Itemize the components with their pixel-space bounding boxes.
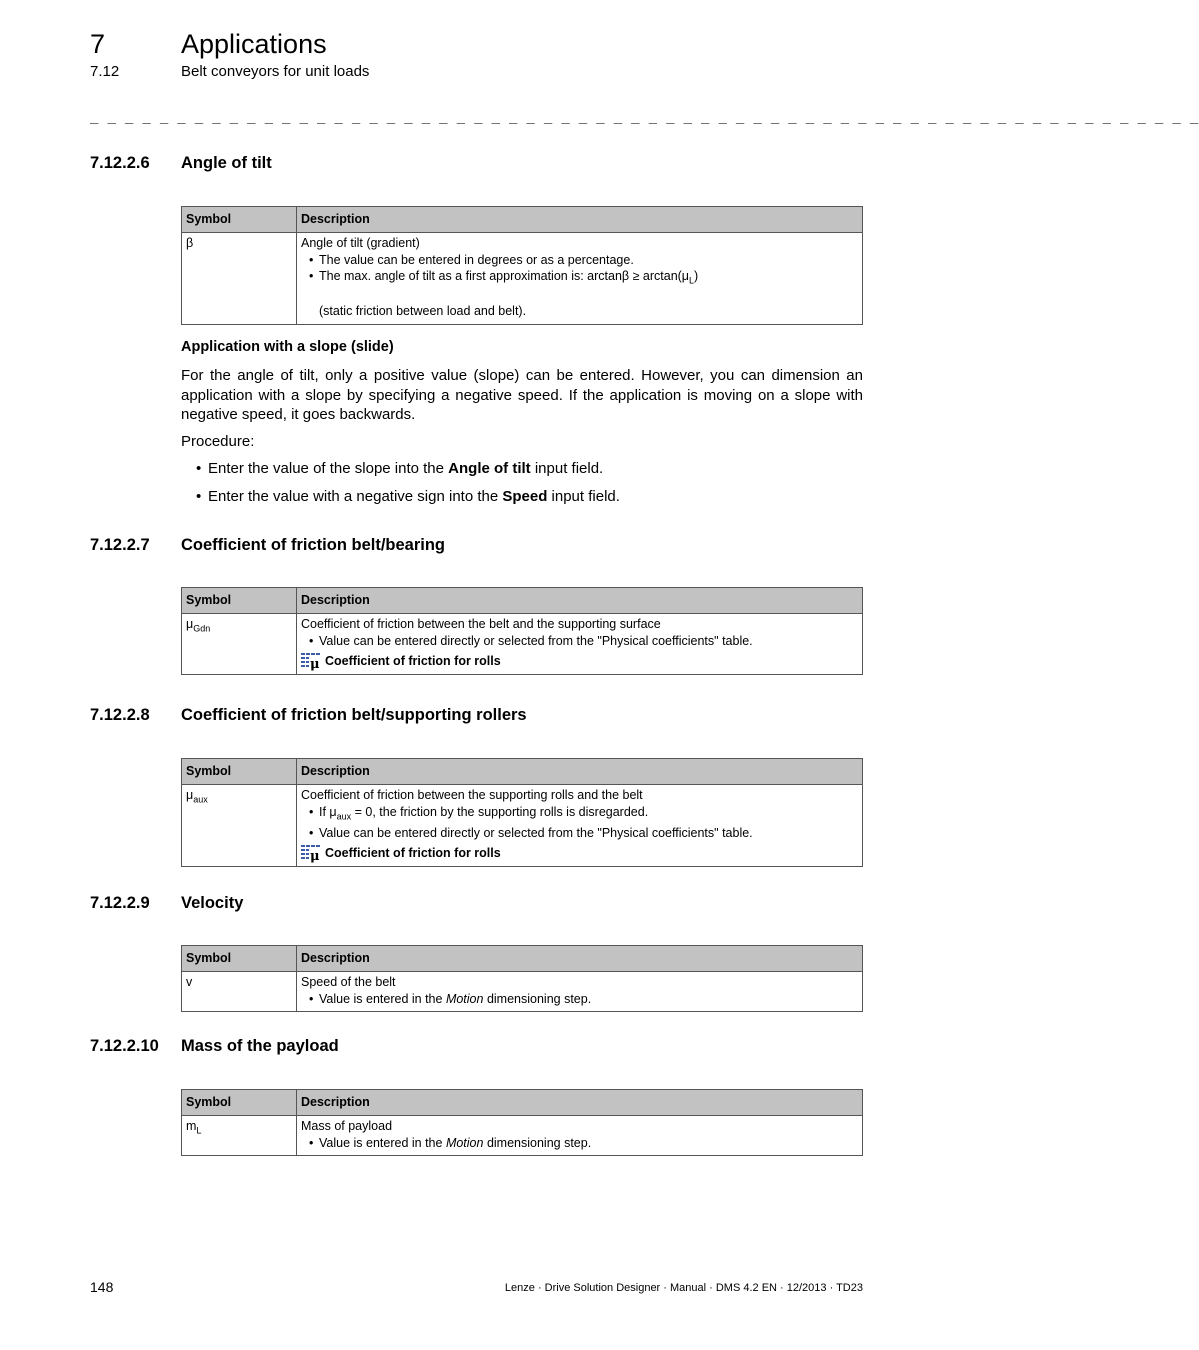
heading-friction-rollers: Coefficient of friction belt/supporting rollers (181, 706, 527, 724)
symbol-cell: v (182, 972, 297, 1012)
symbol-cell: $m_L$ (182, 1116, 297, 1156)
list-item: • Enter the value with a negative sign into the Speed input field. (196, 488, 620, 505)
description-text: Mass of payload (301, 1119, 393, 1133)
col-header-symbol: Symbol (182, 946, 297, 972)
col-header-symbol: Symbol (182, 207, 297, 233)
table-velocity (181, 945, 863, 1012)
description-text: Coefficient of friction between the supporting rolls and the belt (301, 788, 643, 802)
heading-number-velocity: 7.12.2.9 (90, 894, 150, 912)
col-header-symbol: Symbol (182, 759, 297, 785)
col-header-description: Description (297, 588, 863, 614)
description-cell (297, 972, 863, 1012)
header-rule: _ _ _ _ _ _ _ _ _ _ _ _ _ _ _ _ _ _ _ _ _ _ _ _ _ _ _ _ _ _ _ _ _ _ _ _ _ _ _ _ _ _ _ _ _ _ _ _ _ _ _ _ _ _ _ _ _ _ _ _ _ _ _ _ (90, 108, 1199, 124)
list-item: • If $\mu_{aux} = 0$, the friction by the supporting rolls is disregarded. (319, 804, 858, 825)
col-header-description: Description (297, 1090, 863, 1116)
list-item: • The max. angle of tilt as a first approximation is: $\arctan\beta \ge \arctan(\mu_L)$ (319, 268, 858, 289)
svg-text:μ: μ (310, 657, 320, 672)
procedure-label: Procedure: (181, 433, 255, 450)
heading-number-friction-rollers: 7.12.2.8 (90, 706, 150, 724)
link-friction-rolls[interactable]: μ Coefficient of friction for rolls (301, 652, 858, 670)
note-text: (static friction between load and belt). (319, 304, 527, 318)
symbol-cell: β (182, 233, 297, 325)
heading-angle-of-tilt: Angle of tilt (181, 154, 272, 172)
heading-number-angle-of-tilt: 7.12.2.6 (90, 154, 150, 172)
table-row (182, 1116, 863, 1156)
description-text: Coefficient of friction between the belt and the supporting surface (301, 617, 661, 631)
list-item: • Enter the value of the slope into the Angle of tilt input field. (196, 460, 604, 477)
table-row (182, 785, 863, 867)
section-number: 7.12 (90, 63, 120, 80)
coefficient-table-icon (301, 844, 321, 862)
description-cell (297, 785, 863, 867)
list-item: • The value can be entered in degrees or as a percentage. (319, 252, 858, 269)
list-item: • Value can be entered directly or selected from the "Physical coefficients" table. (319, 633, 858, 650)
page-number: 148 (90, 1279, 114, 1295)
table-row (182, 614, 863, 675)
chapter-number: 7 (90, 29, 106, 59)
field-name-speed: Speed (502, 488, 548, 505)
description-cell (297, 233, 863, 325)
heading-velocity: Velocity (181, 894, 244, 912)
coefficient-table-icon (301, 652, 321, 670)
svg-text:μ: μ (310, 849, 320, 864)
chapter-title: Applications (181, 29, 327, 59)
col-header-description: Description (297, 759, 863, 785)
list-item: • Value is entered in the Motion dimensioning step. (319, 991, 858, 1008)
description-cell (297, 614, 863, 675)
link-friction-rolls[interactable]: μ Coefficient of friction for rolls (301, 844, 858, 862)
table-payload (181, 1089, 863, 1156)
slope-paragraph: For the angle of tilt, only a positive value (slope) can be entered. However, you can dimension an application with a slope by specifying a negative speed. If the application is moving on a slope with negative speed, it goes backwards. (181, 367, 863, 423)
field-name-angle-of-tilt: Angle of tilt (448, 460, 531, 477)
heading-friction-bearing: Coefficient of friction belt/bearing (181, 536, 446, 554)
description-text: Speed of the belt (301, 975, 396, 989)
table-row (182, 972, 863, 1012)
description-text: Angle of tilt (gradient) (301, 236, 420, 250)
section-title: Belt conveyors for unit loads (181, 63, 370, 80)
list-item: • Value is entered in the Motion dimensioning step. (319, 1135, 858, 1152)
table-row (182, 233, 863, 325)
table-angle-of-tilt (181, 206, 863, 325)
table-friction-rollers (181, 758, 863, 867)
col-header-description: Description (297, 207, 863, 233)
description-cell (297, 1116, 863, 1156)
heading-number-friction-bearing: 7.12.2.7 (90, 536, 150, 554)
list-item: • Value can be entered directly or selected from the "Physical coefficients" table. (319, 825, 858, 842)
heading-number-payload: 7.12.2.10 (90, 1037, 159, 1055)
symbol-cell: $\mu_{Gdn}$ (182, 614, 297, 675)
symbol-cell: $\mu_{aux}$ (182, 785, 297, 867)
footer-text: Lenze · Drive Solution Designer · Manual · DMS 4.2 EN · 12/2013 · TD23 (504, 1282, 863, 1294)
table-friction-bearing (181, 587, 863, 675)
col-header-description: Description (297, 946, 863, 972)
heading-payload: Mass of the payload (181, 1037, 339, 1055)
col-header-symbol: Symbol (182, 588, 297, 614)
col-header-symbol: Symbol (182, 1090, 297, 1116)
subheading-slope: Application with a slope (slide) (181, 339, 394, 355)
